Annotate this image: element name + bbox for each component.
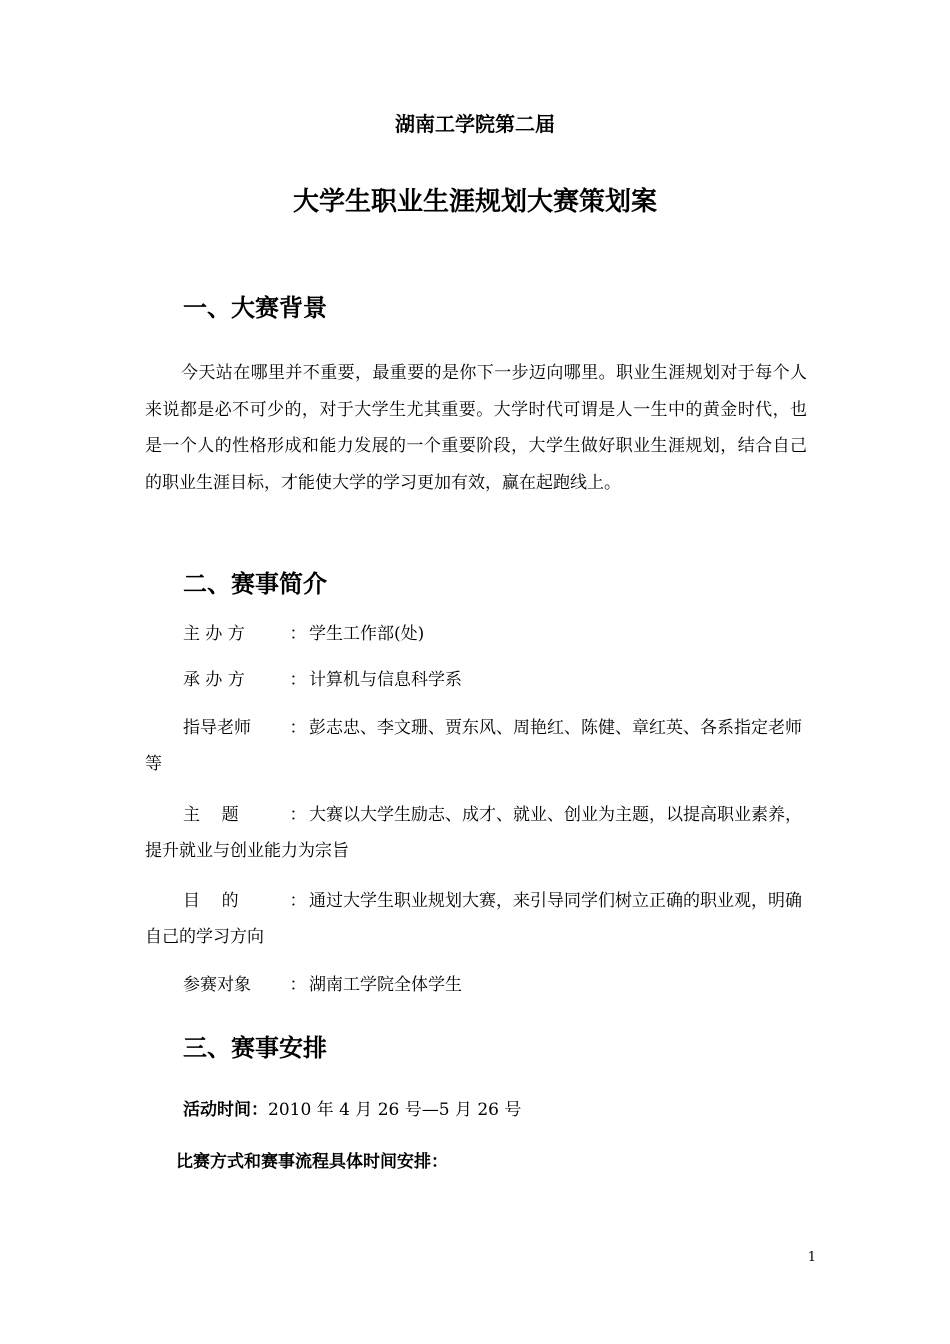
info-colon: ： xyxy=(289,718,307,738)
info-value: 通过大学生职业规划大赛，来引导同学们树立正确的职业观，明确自己的学习方向 xyxy=(145,891,802,947)
info-value: 大赛以大学生励志、成才、就业、创业为主题，以提高职业素养，提升就业与创业能力为宗旨 xyxy=(145,805,802,861)
activity-time-value: 2010 年 4 月 26 号—5 月 26 号 xyxy=(268,1100,522,1120)
info-row-purpose xyxy=(145,883,807,955)
info-colon: ： xyxy=(289,624,307,644)
competition-format-label: 比赛方式和赛事流程具体时间安排： xyxy=(176,1152,448,1172)
info-value: 计算机与信息科学系 xyxy=(309,670,462,690)
info-label: 目 的 xyxy=(183,891,239,911)
info-label: 承 办 方 xyxy=(183,670,245,690)
info-colon: ： xyxy=(289,891,307,911)
info-colon: ： xyxy=(289,805,307,825)
info-value: 学生工作部(处) xyxy=(309,624,425,644)
background-paragraph: 今天站在哪里并不重要，最重要的是你下一步迈向哪里。职业生涯规划对于每个人来说都是必不可少的，对于大学生尤其重要。大学时代可谓是人一生中的黄金时代，也是一个人的性格形成和能力发展的一个重要阶段，大学生做好职业生涯规划，结合自己的职业生涯目标，才能使大学的学习更加有效，赢在起跑线上。 xyxy=(145,363,807,493)
section-heading-schedule: 三、赛事安排 xyxy=(183,1034,327,1062)
info-label: 指导老师 xyxy=(183,718,251,738)
info-row-participants xyxy=(145,967,807,1003)
info-value: 湖南工学院全体学生 xyxy=(309,975,462,995)
document-title-line1: 湖南工学院第二届 xyxy=(395,112,555,136)
info-row-co-organizer xyxy=(145,662,807,698)
info-value: 彭志忠、李文珊、贾东风、周艳红、陈健、章红英、各系指定老师等 xyxy=(145,718,802,774)
info-colon: ： xyxy=(289,975,307,995)
info-colon: ： xyxy=(289,670,307,690)
info-row-organizer xyxy=(145,616,807,652)
info-row-theme xyxy=(145,797,807,869)
info-label: 参赛对象 xyxy=(183,975,251,995)
section-heading-intro: 二、赛事简介 xyxy=(183,570,327,598)
page-number: 1 xyxy=(807,1250,816,1265)
info-row-advisors xyxy=(145,710,807,782)
info-label: 主 题 xyxy=(183,805,239,825)
document-title-main: 大学生职业生涯规划大赛策划案 xyxy=(292,187,657,217)
activity-time-label: 活动时间： xyxy=(183,1100,268,1120)
activity-time-line xyxy=(183,1094,521,1126)
section-heading-background: 一、大赛背景 xyxy=(183,294,327,322)
info-label: 主 办 方 xyxy=(183,624,245,644)
